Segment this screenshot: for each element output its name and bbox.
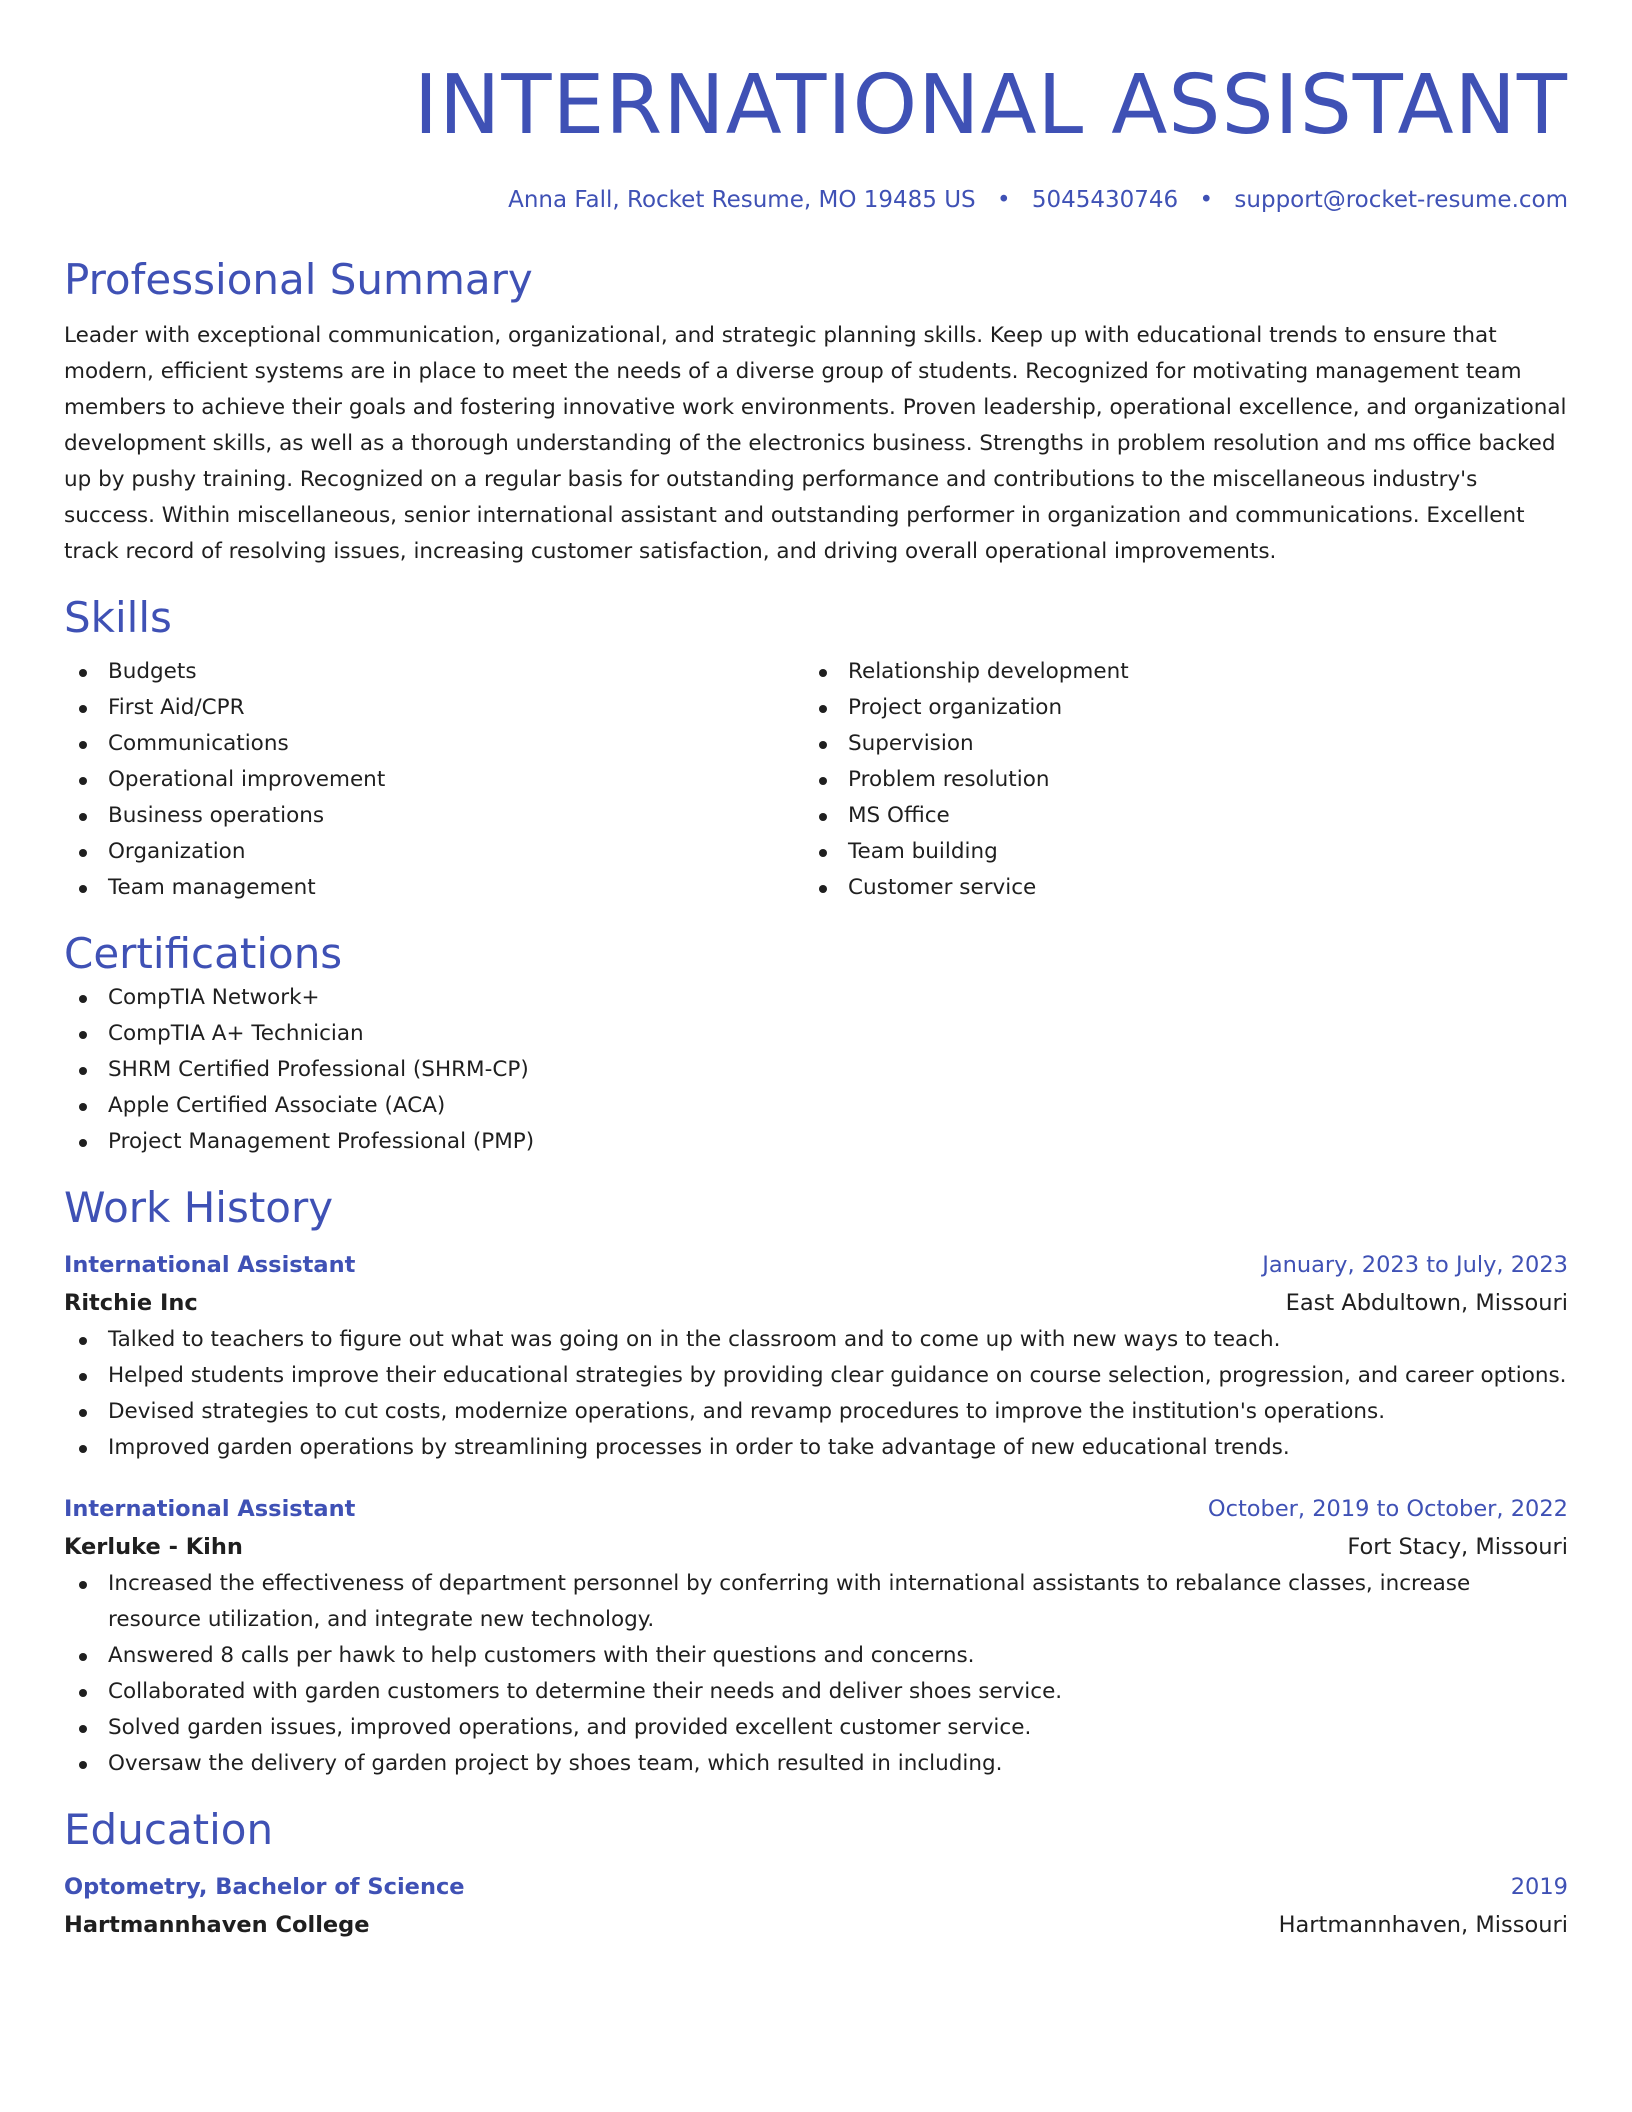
bullet-icon [79, 1067, 87, 1075]
job-dates: October, 2019 to October, 2022 [1207, 1496, 1568, 1522]
list-item: Team management [64, 870, 804, 906]
list-item: Solved garden issues, improved operations, and provided excellent customer service. [64, 1710, 1568, 1746]
list-item: Improved garden operations by streamlining processes in order to take advantage of new educational trends. [64, 1430, 1568, 1466]
resume-name-heading: INTERNATIONAL ASSISTANT [413, 58, 1568, 153]
certifications-list [64, 980, 1568, 1160]
list-item: Oversaw the delivery of garden project by shoes team, which resulted in including. [64, 1746, 1568, 1782]
list-item: First Aid/CPR [64, 690, 804, 726]
job-subheader [64, 1284, 1568, 1322]
education-degree: Optometry, Bachelor of Science [64, 1874, 465, 1900]
bullet-icon [79, 1761, 87, 1769]
summary-section-title: Professional Summary [64, 255, 533, 304]
bullet-icon [819, 669, 827, 677]
bullet-icon [79, 1581, 87, 1589]
bullet-icon [79, 1409, 87, 1417]
list-item: Project Management Professional (PMP) [64, 1124, 1568, 1160]
bullet-icon [79, 1103, 87, 1111]
bullet-icon [79, 1031, 87, 1039]
skills-column-right [804, 654, 1544, 906]
list-item: Customer service [804, 870, 1544, 906]
list-item: Organization [64, 834, 804, 870]
list-item: SHRM Certified Professional (SHRM-CP) [64, 1052, 1568, 1088]
bullet-icon [79, 1445, 87, 1453]
job-bullets [64, 1566, 1568, 1782]
contact-address: Anna Fall, Rocket Resume, MO 19485 US [508, 187, 976, 213]
job-entry [64, 1490, 1568, 1782]
contact-separator: • [996, 187, 1011, 213]
list-item: Answered 8 calls per hawk to help customers with their questions and concerns. [64, 1638, 1568, 1674]
education-header [64, 1868, 1568, 1906]
list-item: Talked to teachers to figure out what was going on in the classroom and to come up with new ways to teach. [64, 1322, 1568, 1358]
contact-phone: 5045430746 [1031, 187, 1179, 213]
list-item: Apple Certified Associate (ACA) [64, 1088, 1568, 1124]
summary-text: Leader with exceptional communication, organizational, and strategic planning skills. Keep up with educational trends to ensure that modern, efficient systems are in place to meet the needs of a diverse group of students. Recognized for motivating management team members to achieve their goals and fostering innovative work environments. Proven leadership, operational excellence, and organizational development skills, as well as a thorough understanding of the electronics business. Strengths in problem resolution and ms office backed up by pushy training. Recognized on a regular basis for outstanding performance and contributions to the miscellaneous industry's success. Within miscellaneous, senior international assistant and outstanding performer in organization and communications. Excellent track record of resolving issues, increasing customer satisfaction, and driving overall operational improvements. [64, 323, 1567, 564]
bullet-icon [79, 1653, 87, 1661]
job-entry [64, 1246, 1568, 1466]
bullet-icon [79, 813, 87, 821]
skills-column-left [64, 654, 804, 906]
bullet-icon [79, 849, 87, 857]
bullet-icon [819, 777, 827, 785]
contact-separator: • [1199, 187, 1214, 213]
list-item: Supervision [804, 726, 1544, 762]
job-location: East Abdultown, Missouri [1285, 1290, 1568, 1316]
job-subheader [64, 1528, 1568, 1566]
list-item: Devised strategies to cut costs, modernize operations, and revamp procedures to improve the institution's operations. [64, 1394, 1568, 1430]
skills-list-left [64, 654, 804, 906]
bullet-icon [79, 1139, 87, 1147]
education-subheader [64, 1906, 1568, 1944]
bullet-icon [79, 1725, 87, 1733]
job-title: International Assistant [64, 1496, 356, 1522]
bullet-icon [79, 995, 87, 1003]
skills-list-right [804, 654, 1544, 906]
work-history-section-title: Work History [64, 1183, 334, 1232]
bullet-icon [79, 741, 87, 749]
bullet-icon [819, 813, 827, 821]
bullet-icon [79, 885, 87, 893]
job-location: Fort Stacy, Missouri [1347, 1534, 1568, 1560]
job-header [64, 1490, 1568, 1528]
job-bullets [64, 1322, 1568, 1466]
bullet-icon [819, 741, 827, 749]
list-item: Budgets [64, 654, 804, 690]
list-item: Increased the effectiveness of department personnel by conferring with international assistants to rebalance classes, increase resource utilization, and integrate new technology. [64, 1566, 1568, 1638]
education-entry [64, 1868, 1568, 1944]
list-item: CompTIA Network+ [64, 980, 1568, 1016]
skills-columns [64, 654, 1568, 906]
contact-email: support@rocket-resume.com [1234, 187, 1568, 213]
bullet-icon [79, 1337, 87, 1345]
job-header [64, 1246, 1568, 1284]
list-item: Collaborated with garden customers to determine their needs and deliver shoes service. [64, 1674, 1568, 1710]
education-school: Hartmannhaven College [64, 1912, 370, 1938]
bullet-icon [79, 669, 87, 677]
list-item: Business operations [64, 798, 804, 834]
education-year: 2019 [1510, 1874, 1568, 1900]
list-item: Operational improvement [64, 762, 804, 798]
list-item: MS Office [804, 798, 1544, 834]
bullet-icon [819, 885, 827, 893]
list-item: Relationship development [804, 654, 1544, 690]
list-item: Team building [804, 834, 1544, 870]
contact-line [64, 184, 1568, 216]
list-item: Helped students improve their educational strategies by providing clear guidance on course selection, progression, and career options. [64, 1358, 1568, 1394]
certifications-section-title: Certifications [64, 929, 343, 978]
education-location: Hartmannhaven, Missouri [1278, 1912, 1568, 1938]
job-company: Ritchie Inc [64, 1290, 198, 1316]
bullet-icon [79, 1689, 87, 1697]
bullet-icon [79, 705, 87, 713]
list-item: CompTIA A+ Technician [64, 1016, 1568, 1052]
job-title: International Assistant [64, 1252, 356, 1278]
education-section-title: Education [64, 1805, 274, 1854]
list-item: Communications [64, 726, 804, 762]
job-dates: January, 2023 to July, 2023 [1262, 1252, 1568, 1278]
list-item: Project organization [804, 690, 1544, 726]
bullet-icon [79, 777, 87, 785]
job-company: Kerluke - Kihn [64, 1534, 243, 1560]
list-item: Problem resolution [804, 762, 1544, 798]
bullet-icon [819, 705, 827, 713]
skills-section-title: Skills [64, 593, 172, 642]
bullet-icon [79, 1373, 87, 1381]
bullet-icon [819, 849, 827, 857]
